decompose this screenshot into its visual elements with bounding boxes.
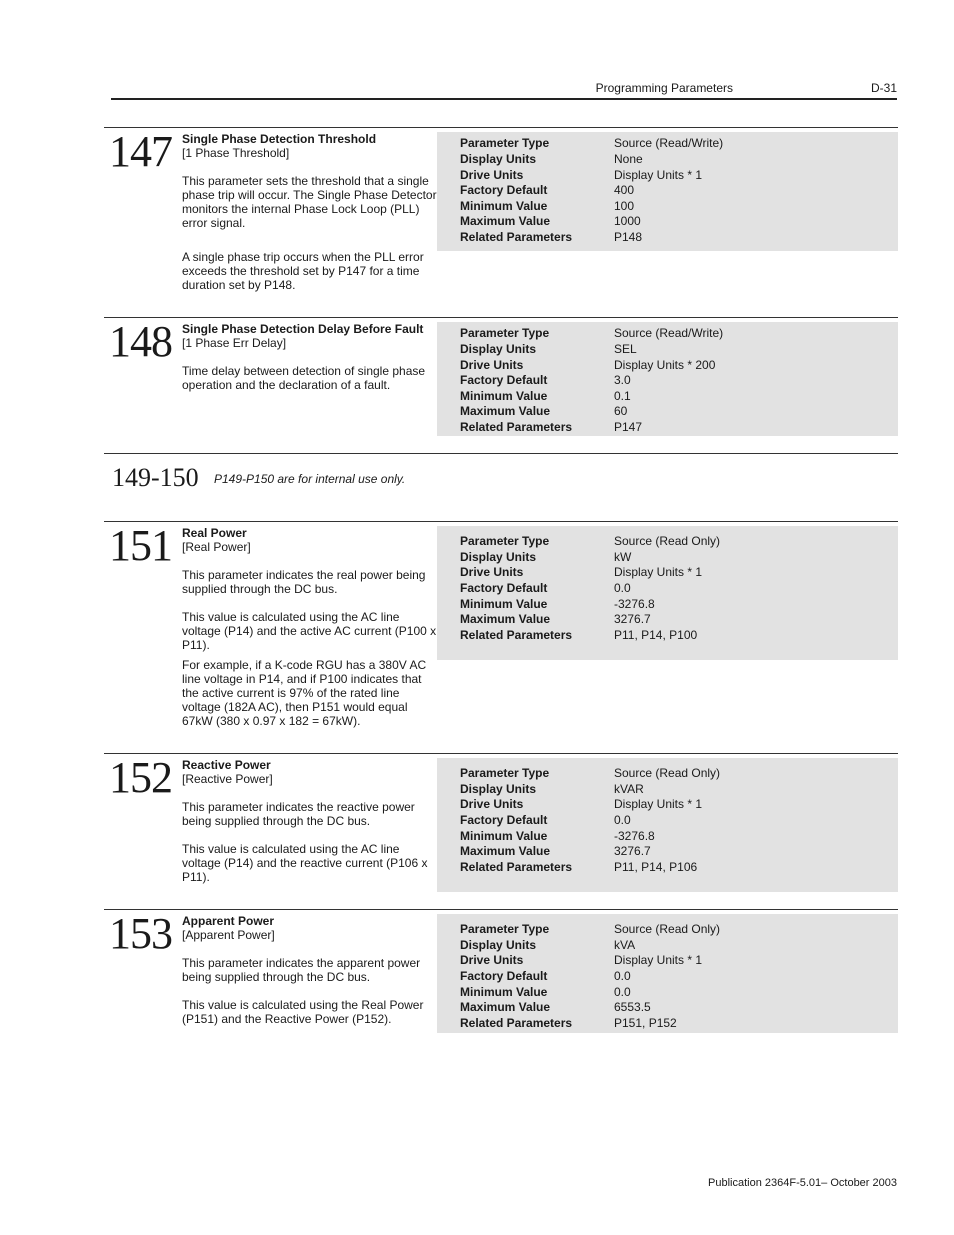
info-row-drive-units: Drive Units Display Units * 1 xyxy=(460,797,703,811)
info-row-drive-units: Drive Units Display Units * 1 xyxy=(460,168,703,182)
parameter-description xyxy=(182,322,438,392)
info-row-factory-default: Factory Default 3.0 xyxy=(460,373,631,387)
parameter-name: Apparent Power xyxy=(182,914,275,928)
parameter-info-box xyxy=(437,758,898,892)
info-row-minimum: Minimum Value 0.0 xyxy=(460,985,631,999)
info-row-maximum: Maximum Value 3276.7 xyxy=(460,612,651,626)
header-rule xyxy=(111,98,897,100)
parameter-description xyxy=(182,758,438,884)
info-row-display-units: Display Units kVAR xyxy=(460,782,644,796)
info-row-related: Related Parameters P151, P152 xyxy=(460,1016,677,1030)
info-row-maximum: Maximum Value 1000 xyxy=(460,214,641,228)
internal-use-note: P149-P150 are for internal use only. xyxy=(214,472,406,486)
info-row-minimum: Minimum Value -3276.8 xyxy=(460,597,655,611)
parameter-description xyxy=(182,914,438,1026)
description-paragraph: This value is calculated using the AC line voltage (P14) and the active AC current (P100 x P11). xyxy=(182,610,437,652)
parameter-info-box xyxy=(437,132,898,251)
parameter-153 xyxy=(104,909,898,1040)
parameter-number: 148 xyxy=(109,317,172,366)
description-paragraph: This parameter indicates the real power being supplied through the DC bus. xyxy=(182,568,426,596)
info-row-factory-default: Factory Default 400 xyxy=(460,183,635,197)
info-row-drive-units: Drive Units Display Units * 1 xyxy=(460,565,703,579)
info-row-minimum: Minimum Value 0.1 xyxy=(460,389,631,403)
parameter-range-149-150 xyxy=(104,453,898,514)
parameter-short-name: [Real Power] xyxy=(182,540,251,554)
info-row-display-units: Display Units kVA xyxy=(460,938,636,952)
parameter-152 xyxy=(104,753,898,908)
info-row-related: Related Parameters P148 xyxy=(460,230,643,244)
parameter-range-number: 149-150 xyxy=(112,463,199,492)
parameter-short-name: [1 Phase Threshold] xyxy=(182,146,290,160)
info-row-maximum: Maximum Value 60 xyxy=(460,404,628,418)
info-row-drive-units: Drive Units Display Units * 1 xyxy=(460,953,703,967)
description-paragraph: This value is calculated using the AC line voltage (P14) and the reactive current (P106 x P11). xyxy=(182,842,428,884)
description-paragraph: A single phase trip occurs when the PLL error exceeds the threshold set by P147 for a time duration set by P148. xyxy=(182,250,424,292)
parameter-name: Single Phase Detection Delay Before Fault xyxy=(182,322,424,336)
parameter-name: Single Phase Detection Threshold xyxy=(182,132,377,146)
parameter-147 xyxy=(104,127,898,316)
parameter-info-box xyxy=(437,526,898,660)
parameter-number: 151 xyxy=(109,521,172,570)
parameter-151 xyxy=(104,521,898,752)
info-row-type: Parameter Type Source (Read/Write) xyxy=(460,136,724,150)
info-row-type: Parameter Type Source (Read Only) xyxy=(460,766,721,780)
info-row-maximum: Maximum Value 3276.7 xyxy=(460,844,651,858)
parameter-short-name: [Reactive Power] xyxy=(182,772,273,786)
parameter-description xyxy=(182,132,438,292)
page-section-title: Programming Parameters xyxy=(595,81,733,95)
info-row-factory-default: Factory Default 0.0 xyxy=(460,581,631,595)
description-paragraph: For example, if a K-code RGU has a 380V AC line voltage in P14, and if P100 indicates that the active current is 97% of the rated line voltage (182A AC), then P151 would equal 67kW (380 x 0.97 x 182 = 67kW). xyxy=(182,658,427,728)
info-row-drive-units: Drive Units Display Units * 200 xyxy=(460,358,716,372)
parameter-name: Reactive Power xyxy=(182,758,271,772)
info-row-factory-default: Factory Default 0.0 xyxy=(460,813,631,827)
parameter-148 xyxy=(104,317,898,448)
info-row-type: Parameter Type Source (Read Only) xyxy=(460,922,721,936)
info-row-display-units: Display Units None xyxy=(460,152,643,166)
parameter-info-box xyxy=(437,914,898,1033)
info-row-type: Parameter Type Source (Read Only) xyxy=(460,534,721,548)
info-row-display-units: Display Units SEL xyxy=(460,342,637,356)
parameter-info-box xyxy=(437,322,898,436)
parameter-short-name: [1 Phase Err Delay] xyxy=(182,336,287,350)
info-row-factory-default: Factory Default 0.0 xyxy=(460,969,631,983)
parameter-name: Real Power xyxy=(182,526,247,540)
parameter-number: 152 xyxy=(109,753,172,802)
parameter-number: 153 xyxy=(109,909,172,958)
description-paragraph: This parameter indicates the apparent power being supplied through the DC bus. xyxy=(182,956,421,984)
info-row-related: Related Parameters P11, P14, P106 xyxy=(460,860,698,874)
info-row-related: Related Parameters P147 xyxy=(460,420,643,434)
parameter-short-name: [Apparent Power] xyxy=(182,928,275,942)
description-paragraph: This parameter sets the threshold that a single phase trip will occur. The Single Phase Detector monitors the internal Phase Lock Loop (PLL) error signal. xyxy=(182,174,437,230)
info-row-minimum: Minimum Value 100 xyxy=(460,199,635,213)
info-row-display-units: Display Units kW xyxy=(460,550,632,564)
info-row-maximum: Maximum Value 6553.5 xyxy=(460,1000,651,1014)
description-paragraph: Time delay between detection of single phase operation and the declaration of a fault. xyxy=(182,364,426,392)
info-row-type: Parameter Type Source (Read/Write) xyxy=(460,326,724,340)
info-row-related: Related Parameters P11, P14, P100 xyxy=(460,628,698,642)
parameter-description xyxy=(182,526,438,728)
description-paragraph: This parameter indicates the reactive power being supplied through the DC bus. xyxy=(182,800,415,828)
description-paragraph: This value is calculated using the Real Power (P151) and the Reactive Power (P152). xyxy=(182,998,424,1026)
parameter-number: 147 xyxy=(109,127,172,176)
page-number: D-31 xyxy=(870,81,897,95)
info-row-minimum: Minimum Value -3276.8 xyxy=(460,829,655,843)
publication-footer: Publication 2364F-5.01– October 2003 xyxy=(708,1177,897,1189)
